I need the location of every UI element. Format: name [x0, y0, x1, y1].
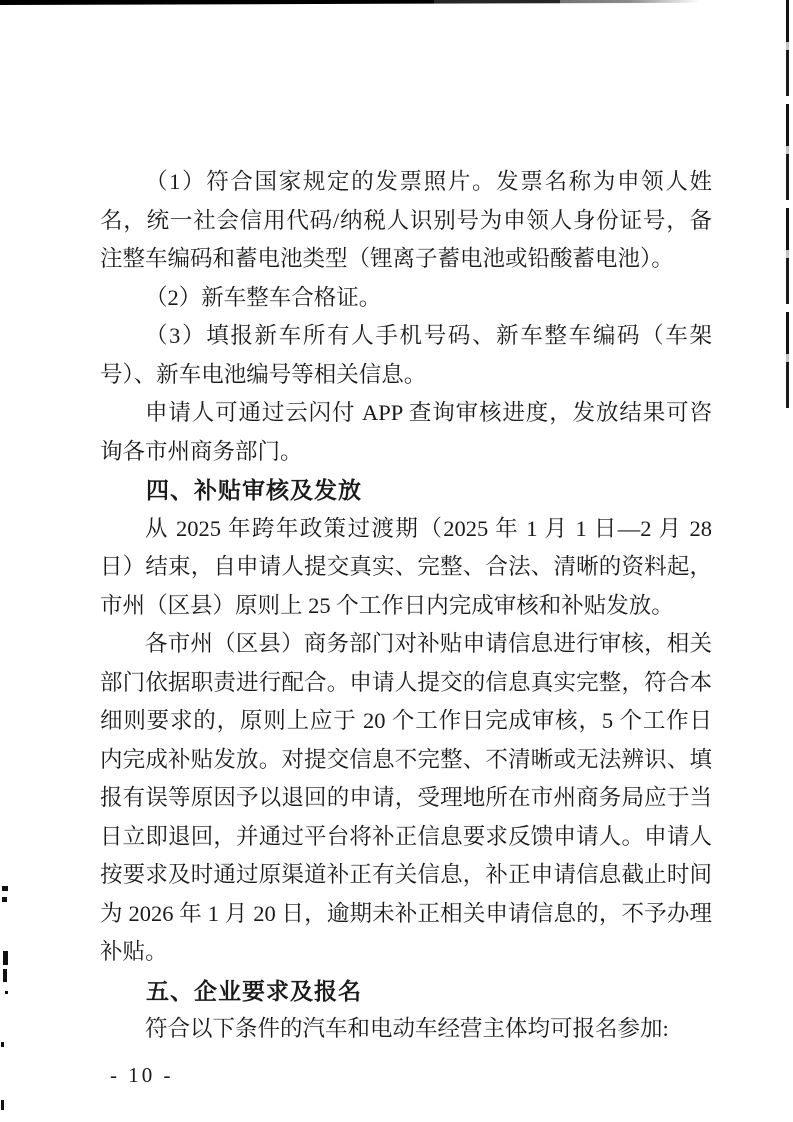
scan-mark — [1, 1100, 4, 1110]
paragraph-app-query: 申请人可通过云闪付 APP 查询审核进度，发放结果可咨询各市州商务部门。 — [100, 400, 712, 464]
scan-mark — [2, 897, 7, 902]
paragraph-enrollment-conditions: 符合以下条件的汽车和电动车经营主体均可报名参加: — [145, 1016, 669, 1041]
scan-mark — [1, 1042, 4, 1047]
document-content — [100, 163, 712, 1049]
scan-mark — [5, 991, 8, 994]
page-number: - 10 - — [110, 1063, 174, 1087]
paragraph-vehicle-certificate: （2）新车整车合格证。 — [145, 284, 382, 310]
paragraph-owner-info: （3）填报新车所有人手机号码、新车整车编码（车架号）、新车电池编号等相关信息。 — [100, 323, 712, 387]
paragraph-invoice-requirements: （1）符合国家规定的发票照片。发票名称为申领人姓名，统一社会信用代码/纳税人识别号为申领人身份证号，备注整车编码和蓄电池类型（锂离子蓄电池或铅酸蓄电池）。 — [100, 169, 712, 271]
paragraph-review-process: 各市州（区县）商务部门对补贴申请信息进行审核，相关部门依据职责进行配合。申请人提交的信息真实完整，符合本细则要求的，原则上应于 20 个工作日完成审核，5 个工作日内完成补贴发放。对提交信息不完整、不清晰或无法辨识、填报有误等原因予以退回的申请，受理地所在市州商务局应于当日立即退回，并通过平台将补正信息要求反馈申请人。申请人按要求及时通过原渠道补正有关信息，补正申请信息截止时间为 2026 年 1 月 20 日，逾期未补正相关申请信息的，不予办理补贴。 — [100, 631, 712, 964]
right-edge-scan-artifact — [786, 0, 789, 412]
scan-mark — [3, 951, 8, 965]
top-edge-scan-artifact — [0, 0, 700, 5]
scan-mark — [3, 969, 7, 982]
section-heading-5-enterprise-requirements: 五、企业要求及报名 — [146, 977, 362, 1004]
scan-mark — [2, 886, 8, 891]
paragraph-transition-period: 从 2025 年跨年政策过渡期（2025 年 1 月 1 日—2 月 28 日）结束，自申请人提交真实、完整、合法、清晰的资料起，市州（区县）原则上 25 个工作日内完成审核和补贴发放。 — [100, 515, 712, 618]
section-heading-4-subsidy-review: 四、补贴审核及发放 — [146, 477, 362, 503]
